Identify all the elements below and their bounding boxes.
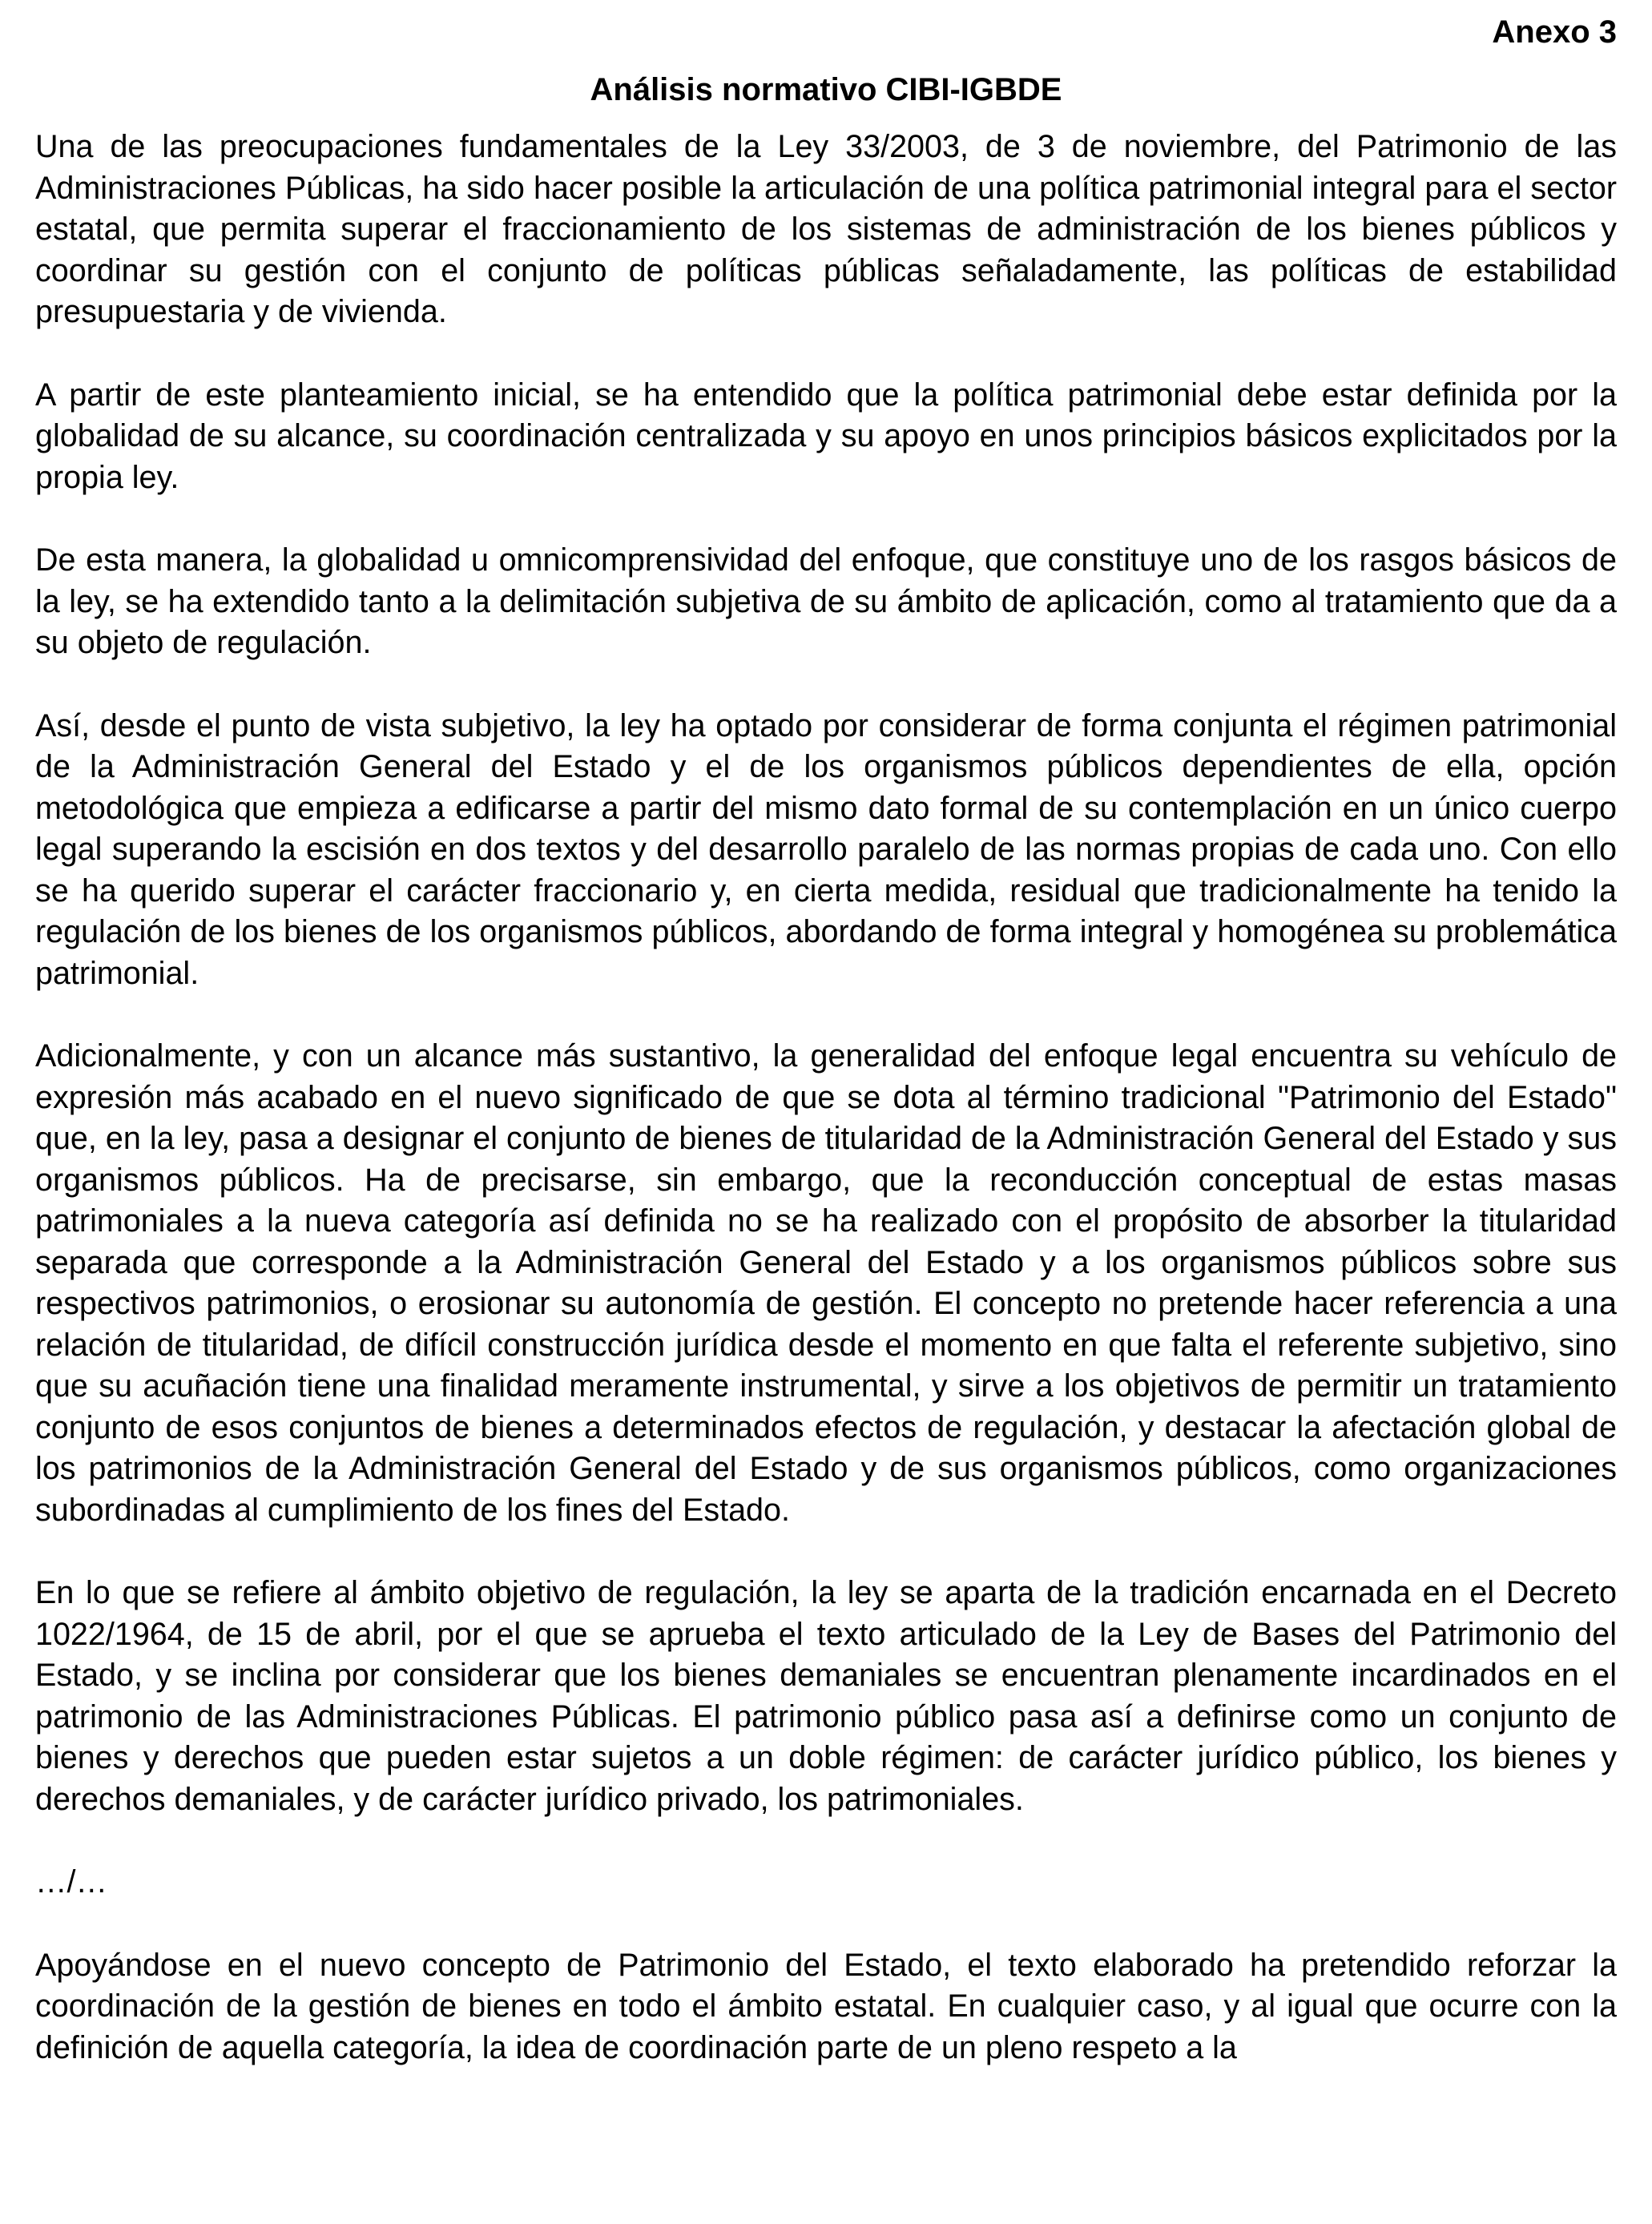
annex-label: Anexo 3 xyxy=(1492,14,1617,50)
document-body xyxy=(35,127,1617,2110)
paragraph-6: En lo que se refiere al ámbito objetivo de regulación, la ley se aparta de la tradición encarnada en el Decreto 1022/1964, de 15 de abril, por el que se aprueba el texto articulado de la Ley de Bases del Patrimonio del Estado, y se inclina por considerar que los bienes demaniales se encuentran plenamente incardinados en el patrimonio de las Administraciones Públicas. El patrimonio público pasa así a definirse como un conjunto de bienes y derechos que pueden estar sujetos a un doble régimen: de carácter jurídico público, los bienes y derechos demaniales, y de carácter jurídico privado, los patrimoniales. xyxy=(35,1575,1617,1817)
paragraph-3: De esta manera, la globalidad u omnicomprensividad del enfoque, que constituye uno de los rasgos básicos de la ley, se ha extendido tanto a la delimitación subjetiva de su ámbito de aplicación, como al tratamiento que da a su objeto de regulación. xyxy=(35,542,1617,660)
document-title: Análisis normativo CIBI-IGBDE xyxy=(590,72,1062,107)
paragraph-5: Adicionalmente, y con un alcance más sustantivo, la generalidad del enfoque legal encuentra su vehículo de expresión más acabado en el nuevo significado de que se dota al término tradicional "Patrimonio del Estado" que, en la ley, pasa a designar el conjunto de bienes de titularidad de la Administración General del Estado y sus organismos públicos. Ha de precisarse, sin embargo, que la reconducción conceptual de estas masas patrimoniales a la nueva categoría así definida no se ha realizado con el propósito de absorber la titularidad separada que corresponde a la Administración General del Estado y a los organismos públicos sobre sus respectivos patrimonios, o erosionar su autonomía de gestión. El concepto no pretende hacer referencia a una relación de titularidad, de difícil construcción jurídica desde el momento en que falta el referente subjetivo, sino que su acuñación tiene una finalidad meramente instrumental, y sirve a los objetivos de permitir un tratamiento conjunto de esos conjuntos de bienes a determinados efectos de regulación, y destacar la afectación global de los patrimonios de la Administración General del Estado y de sus organismos públicos, como organizaciones subordinadas al cumplimiento de los fines del Estado. xyxy=(35,1038,1617,1528)
paragraph-2: A partir de este planteamiento inicial, se ha entendido que la política patrimonial debe estar definida por la globalidad de su alcance, su coordinación centralizada y su apoyo en unos principios básicos explicitados por la propia ley. xyxy=(35,377,1617,495)
omission-marker: …/… xyxy=(35,1864,107,1900)
paragraph-4: Así, desde el punto de vista subjetivo, la ley ha optado por considerar de forma conjunta el régimen patrimonial de la Administración General del Estado y el de los organismos públicos dependientes de ella, opción metodológica que empieza a edificarse a partir del mismo dato formal de su contemplación en un único cuerpo legal superando la escisión en dos textos y del desarrollo paralelo de las normas propias de cada uno. Con ello se ha querido superar el carácter fraccionario y, en cierta medida, residual que tradicionalmente ha tenido la regulación de los bienes de los organismos públicos, abordando de forma integral y homogénea su problemática patrimonial. xyxy=(35,707,1617,991)
paragraph-1: Una de las preocupaciones fundamentales de la Ley 33/2003, de 3 de noviembre, del Patrimonio de las Administraciones Públicas, ha sido hacer posible la articulación de una política patrimonial integral para el sector estatal, que permita superar el fraccionamiento de los sistemas de administración de los bienes públicos y coordinar su gestión con el conjunto de políticas públicas señaladamente, las políticas de estabilidad presupuestaria y de vivienda. xyxy=(35,129,1617,329)
paragraph-7: Apoyándose en el nuevo concepto de Patrimonio del Estado, el texto elaborado ha pretendido reforzar la coordinación de la gestión de bienes en todo el ámbito estatal. En cualquier caso, y al igual que ocurre con la definición de aquella categoría, la idea de coordinación parte de un pleno respeto a la xyxy=(35,1947,1617,2065)
